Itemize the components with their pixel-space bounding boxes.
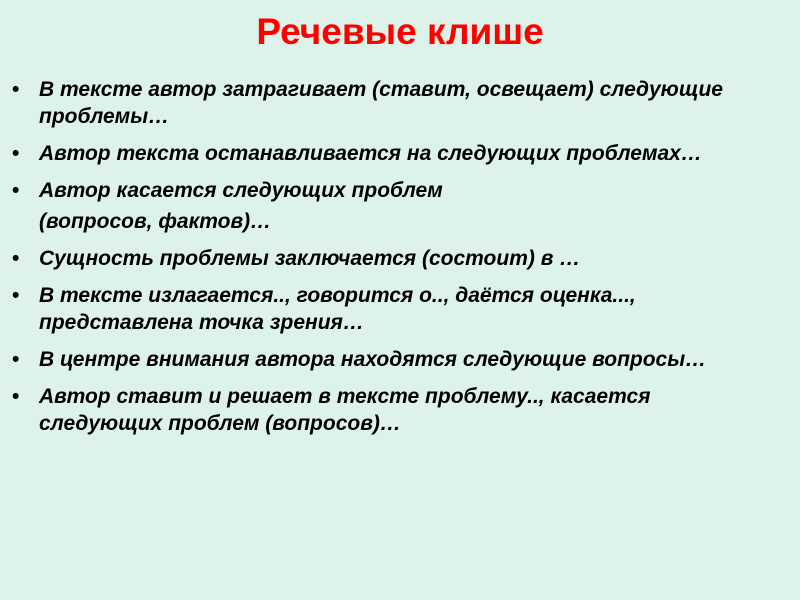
- list-item-continuation: [12, 208, 772, 235]
- list-item: [12, 282, 772, 336]
- cliche-list: [12, 76, 772, 447]
- list-item-text: (вопросов, фактов)…: [39, 210, 272, 233]
- bullet-icon: •: [12, 247, 20, 270]
- list-item: [12, 177, 772, 204]
- bullet-icon: •: [12, 348, 20, 371]
- bullet-icon: •: [12, 142, 20, 165]
- list-item: [12, 245, 772, 272]
- list-item-text: Автор текста останавливается на следующих проблемах…: [39, 142, 702, 165]
- bullet-icon: •: [12, 284, 20, 307]
- list-item: [12, 140, 772, 167]
- list-item-text: В тексте излагается.., говорится о.., даётся оценка..., представлена точка зрения…: [39, 284, 636, 334]
- list-item-text: В центре внимания автора находятся следующие вопросы…: [39, 348, 707, 371]
- list-item-text: Автор касается следующих проблем: [39, 179, 443, 202]
- list-item-text: Сущность проблемы заключается (состоит) в …: [39, 247, 581, 270]
- list-item: [12, 76, 772, 130]
- bullet-icon: •: [12, 179, 20, 202]
- list-item-text: В тексте автор затрагивает (ставит, освещает) следующие проблемы…: [39, 78, 723, 128]
- list-item: [12, 346, 772, 373]
- list-item: [12, 383, 772, 437]
- list-item-text: Автор ставит и решает в тексте проблему.., касается следующих проблем (вопросов)…: [39, 385, 651, 435]
- slide-title: Речевые клише: [256, 11, 544, 52]
- bullet-icon: •: [12, 385, 20, 408]
- bullet-icon: •: [12, 78, 20, 101]
